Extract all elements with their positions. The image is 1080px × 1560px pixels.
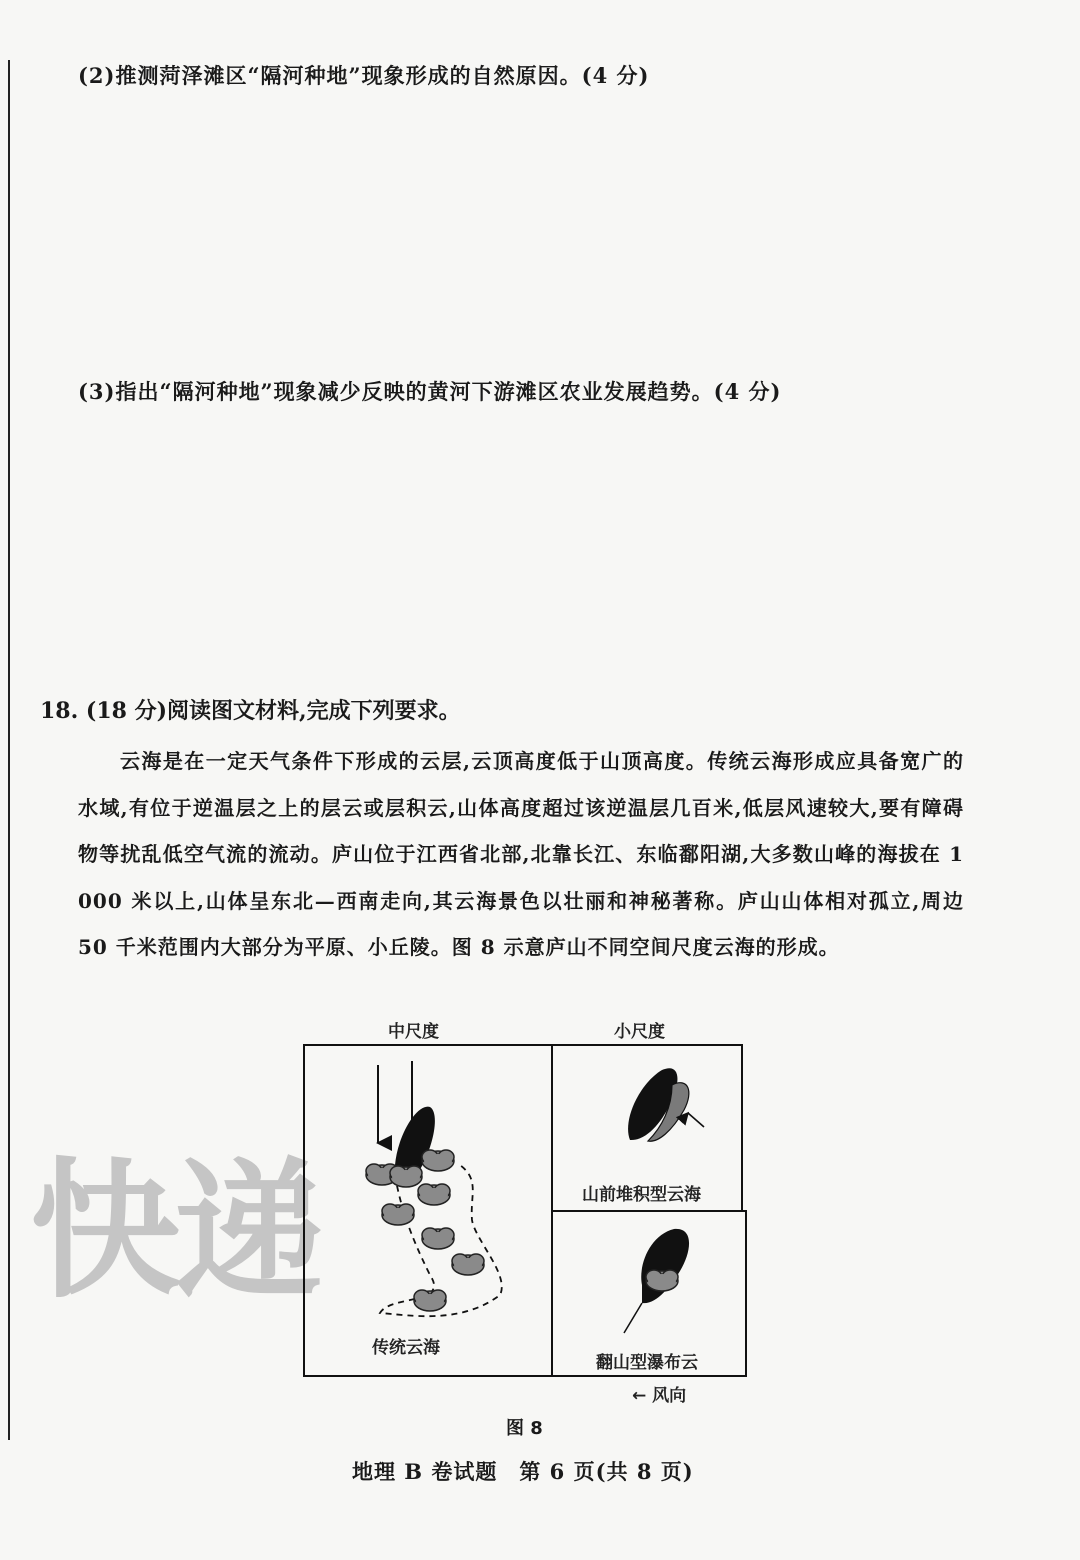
figure-8 [300,1015,760,1405]
watermark-logo: 快递 [30,1145,319,1319]
page-footer: 地理 B 卷试题 第 6 页(共 8 页) [352,1459,694,1484]
cloud-2 [390,1166,422,1187]
label-waterfall-cloud: 翻山型瀑布云 [596,1353,698,1373]
medium-scale-panel [304,1045,552,1376]
label-pile-cloud-sea: 山前堆积型云海 [582,1185,701,1205]
question-18-passage: 云海是在一定天气条件下形成的云层,云顶高度低于山顶高度。传统云海形成应具备宽广的水域,有位于逆温层之上的层云或层积云,山体高度超过该逆温层几百米,低层风速较大,要有障碍物等扰乱低空气流的流动。庐山位于江西省北部,北靠长江、东临鄱阳湖,大多数山峰的海拔在 1 000 米以上,山体呈东北—西南走向,其云海景色以壮丽和神秘著称。庐山山体相对孤立,周边 50 千米范围内大部分为平原、小丘陵。图 8 示意庐山不同空间尺度云海的形成。 [78,749,964,959]
cloud-5 [382,1204,414,1225]
cloud-8 [414,1290,446,1311]
label-wind-direction: ← 风向 [632,1386,687,1406]
figure-diagram [300,1015,760,1405]
question-18-heading: 18. (18 分)阅读图文材料,完成下列要求。 [40,698,461,724]
question-2-prompt: (2)推测菏泽滩区“隔河种地”现象形成的自然原因。(4 分) [78,63,650,88]
label-traditional-cloud-sea: 传统云海 [372,1338,440,1358]
cloud-7 [452,1254,484,1275]
margin-line [8,60,10,1440]
waterfall-cloud [646,1270,678,1291]
cloud-4 [418,1184,450,1205]
wind-arrow-pile [688,1113,704,1127]
cloud-6 [422,1228,454,1249]
question-3-prompt: (3)指出“隔河种地”现象减少反映的黄河下游滩区农业发展趋势。(4 分) [78,379,782,404]
label-small-scale: 小尺度 [614,1022,665,1042]
mountain-waterfall [641,1229,689,1303]
label-medium-scale: 中尺度 [388,1022,439,1042]
waterfall-flow-line [624,1303,642,1333]
cloud-3 [422,1150,454,1171]
figure-caption: 图 8 [506,1418,543,1439]
